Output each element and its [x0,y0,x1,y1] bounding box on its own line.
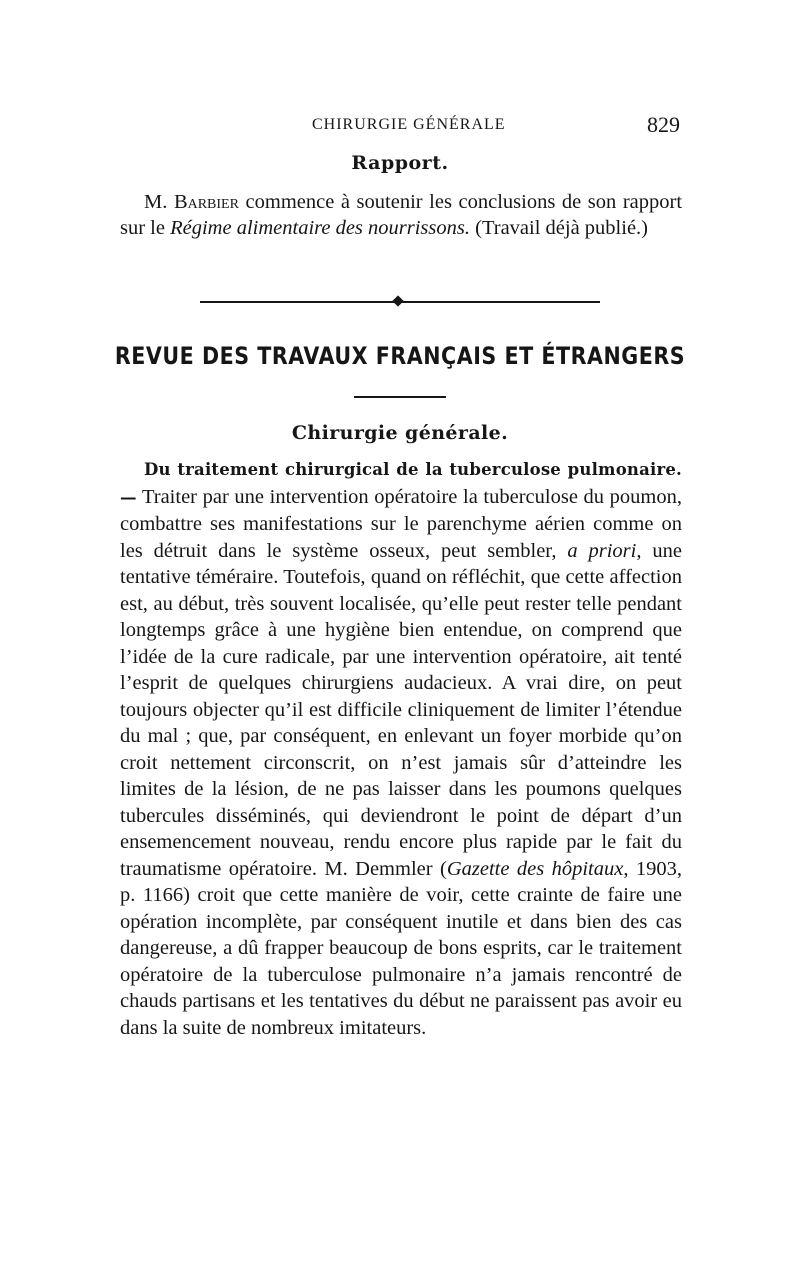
speaker-name: Barbier [173,191,239,213]
rapport-text-after-title: (Travail déjà publié.) [475,217,649,240]
speaker-prefix: M. [144,191,168,213]
section-subheading: Chirurgie générale. [291,422,509,444]
article [120,456,682,1041]
page-number: 829 [647,112,680,137]
rapport-report-title: Régime alimentaire des nourrissons. [170,217,470,240]
running-head [120,112,682,142]
diamond-ornament-icon [392,295,403,306]
article-text-part1: Traiter par une intervention opératoire la tuberculose du poumon, combattre ses manifestations sur le parenchyme aérien comme on les détruit dans le système osseux, peut sembler, [120,485,682,562]
rapport-text-before-title: commence à soutenir les conclusions de son rapport sur le [120,191,683,240]
article-paragraph [120,456,682,1041]
article-italic-a-priori: a priori [567,539,637,562]
section-heading: REVUE DES TRAVAUX FRANÇAIS ET ÉTRANGERS [114,342,686,370]
article-title: Du traitement chirurgical de la tuberculose pulmonaire. — [120,460,682,507]
rapport-heading: Rapport. [351,152,449,174]
running-title: CHIRURGIE GÉNÉRALE [312,116,506,133]
section-divider [354,396,446,398]
rapport-paragraph [120,189,682,241]
article-text-part3: , 1903, p. 1166) croit que cette manière de voir, cette crainte de faire une opération incomplète, par conséquent inutile et dans bien des cas dangereuse, a dû frapper beaucoup de bons esprits, car le traitement opératoire de la tuberculose pulmonaire n’a jamais rencontré de chauds partisans et les tentatives du début ne paraissent pas avoir eu dans la suite de nombreux imitateurs. [120,857,683,1039]
article-text-part2: , une tentative téméraire. Toutefois, quand on réfléchit, que cette affection est, au début, très souvent localisée, qu’elle peut rester telle pendant longtemps grâce à une hygiène bien entendue, on comprend que l’idée de la cure radicale, par une intervention opératoire, ait tenté l’esprit de quelques chirurgiens audacieux. A vrai dire, on peut toujours objecter qu’il est difficile cliniquement de limiter l’étendue du mal ; que, par conséquent, en enlevant un foyer morbide qu’on croit nettement circonscrit, on n’est jamais sûr d’atteindre les limites de la lésion, de ne pas laisser dans les poumons quelques tubercules disséminés, qui deviendront le point de départ d’un ensemencement nouveau, rendu encore plus rapide par le fait du traumatisme opératoire. M. Demmler ( [120,539,682,880]
article-journal-title: Gazette des hôpitaux [446,857,624,880]
ornamental-rule [200,296,600,308]
